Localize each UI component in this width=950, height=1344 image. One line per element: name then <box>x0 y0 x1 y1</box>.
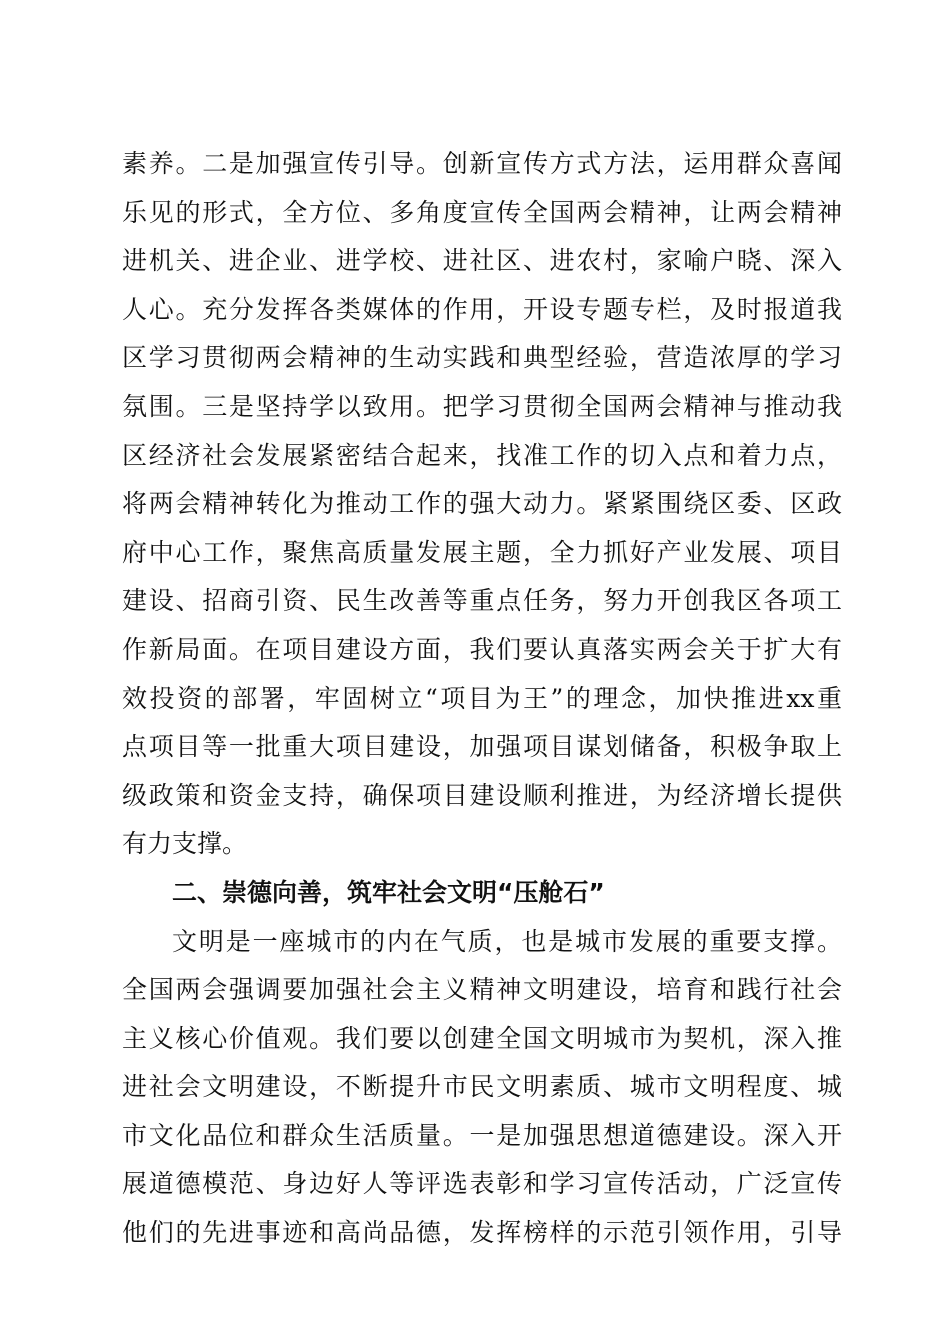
text-line: 主义核心价值观。我们要以创建全国文明城市为契机，深入推 <box>122 1023 842 1053</box>
text-line: 乐见的形式，全方位、多角度宣传全国两会精神，让两会精神 <box>122 197 842 227</box>
text-line: 氛围。三是坚持学以致用。把学习贯彻全国两会精神与推动我 <box>122 391 842 421</box>
body-text <box>122 140 842 1258</box>
text-line: 进机关、进企业、进学校、进社区、进农村，家喻户晓、深入 <box>122 246 842 276</box>
text-line: 将两会精神转化为推动工作的强大动力。紧紧围绕区委、区政 <box>122 489 842 519</box>
text-line: 作新局面。在项目建设方面，我们要认真落实两会关于扩大有 <box>122 634 842 664</box>
text-line: 区学习贯彻两会精神的生动实践和典型经验，营造浓厚的学习 <box>122 343 842 373</box>
text-line: 效投资的部署，牢固树立“项目为王”的理念，加快推进xx重 <box>122 683 842 713</box>
text-line: 市文化品位和群众生活质量。一是加强思想道德建设。深入开 <box>122 1120 842 1150</box>
text-line: 人心。充分发挥各类媒体的作用，开设专题专栏，及时报道我 <box>122 294 842 324</box>
text-line: 府中心工作，聚焦高质量发展主题，全力抓好产业发展、项目 <box>122 537 842 567</box>
text-line: 素养。二是加强宣传引导。创新宣传方式方法，运用群众喜闻 <box>122 149 842 178</box>
text-line: 进社会文明建设，不断提升市民文明素质、城市文明程度、城 <box>122 1072 842 1102</box>
section-heading: 二、崇德向善，筑牢社会文明“压舱石” <box>172 877 605 907</box>
text-line: 建设、招商引资、民生改善等重点任务，努力开创我区各项工 <box>122 586 842 616</box>
text-line: 全国两会强调要加强社会主义精神文明建设，培育和践行社会 <box>122 975 842 1005</box>
text-line: 级政策和资金支持，确保项目建设顺利推进，为经济增长提供 <box>122 780 842 810</box>
text-line: 他们的先进事迹和高尚品德，发挥榜样的示范引领作用，引导 <box>122 1218 842 1248</box>
text-line-paragraph-start: 文明是一座城市的内在气质，也是城市发展的重要支撑。 <box>172 926 842 956</box>
text-line-paragraph-end: 有力支撑。 <box>122 829 248 859</box>
text-line: 点项目等一批重大项目建设，加强项目谋划储备，积极争取上 <box>122 732 842 762</box>
text-line: 区经济社会发展紧密结合起来，找准工作的切入点和着力点， <box>122 440 842 470</box>
text-line: 展道德模范、身边好人等评选表彰和学习宣传活动，广泛宣传 <box>122 1169 842 1199</box>
